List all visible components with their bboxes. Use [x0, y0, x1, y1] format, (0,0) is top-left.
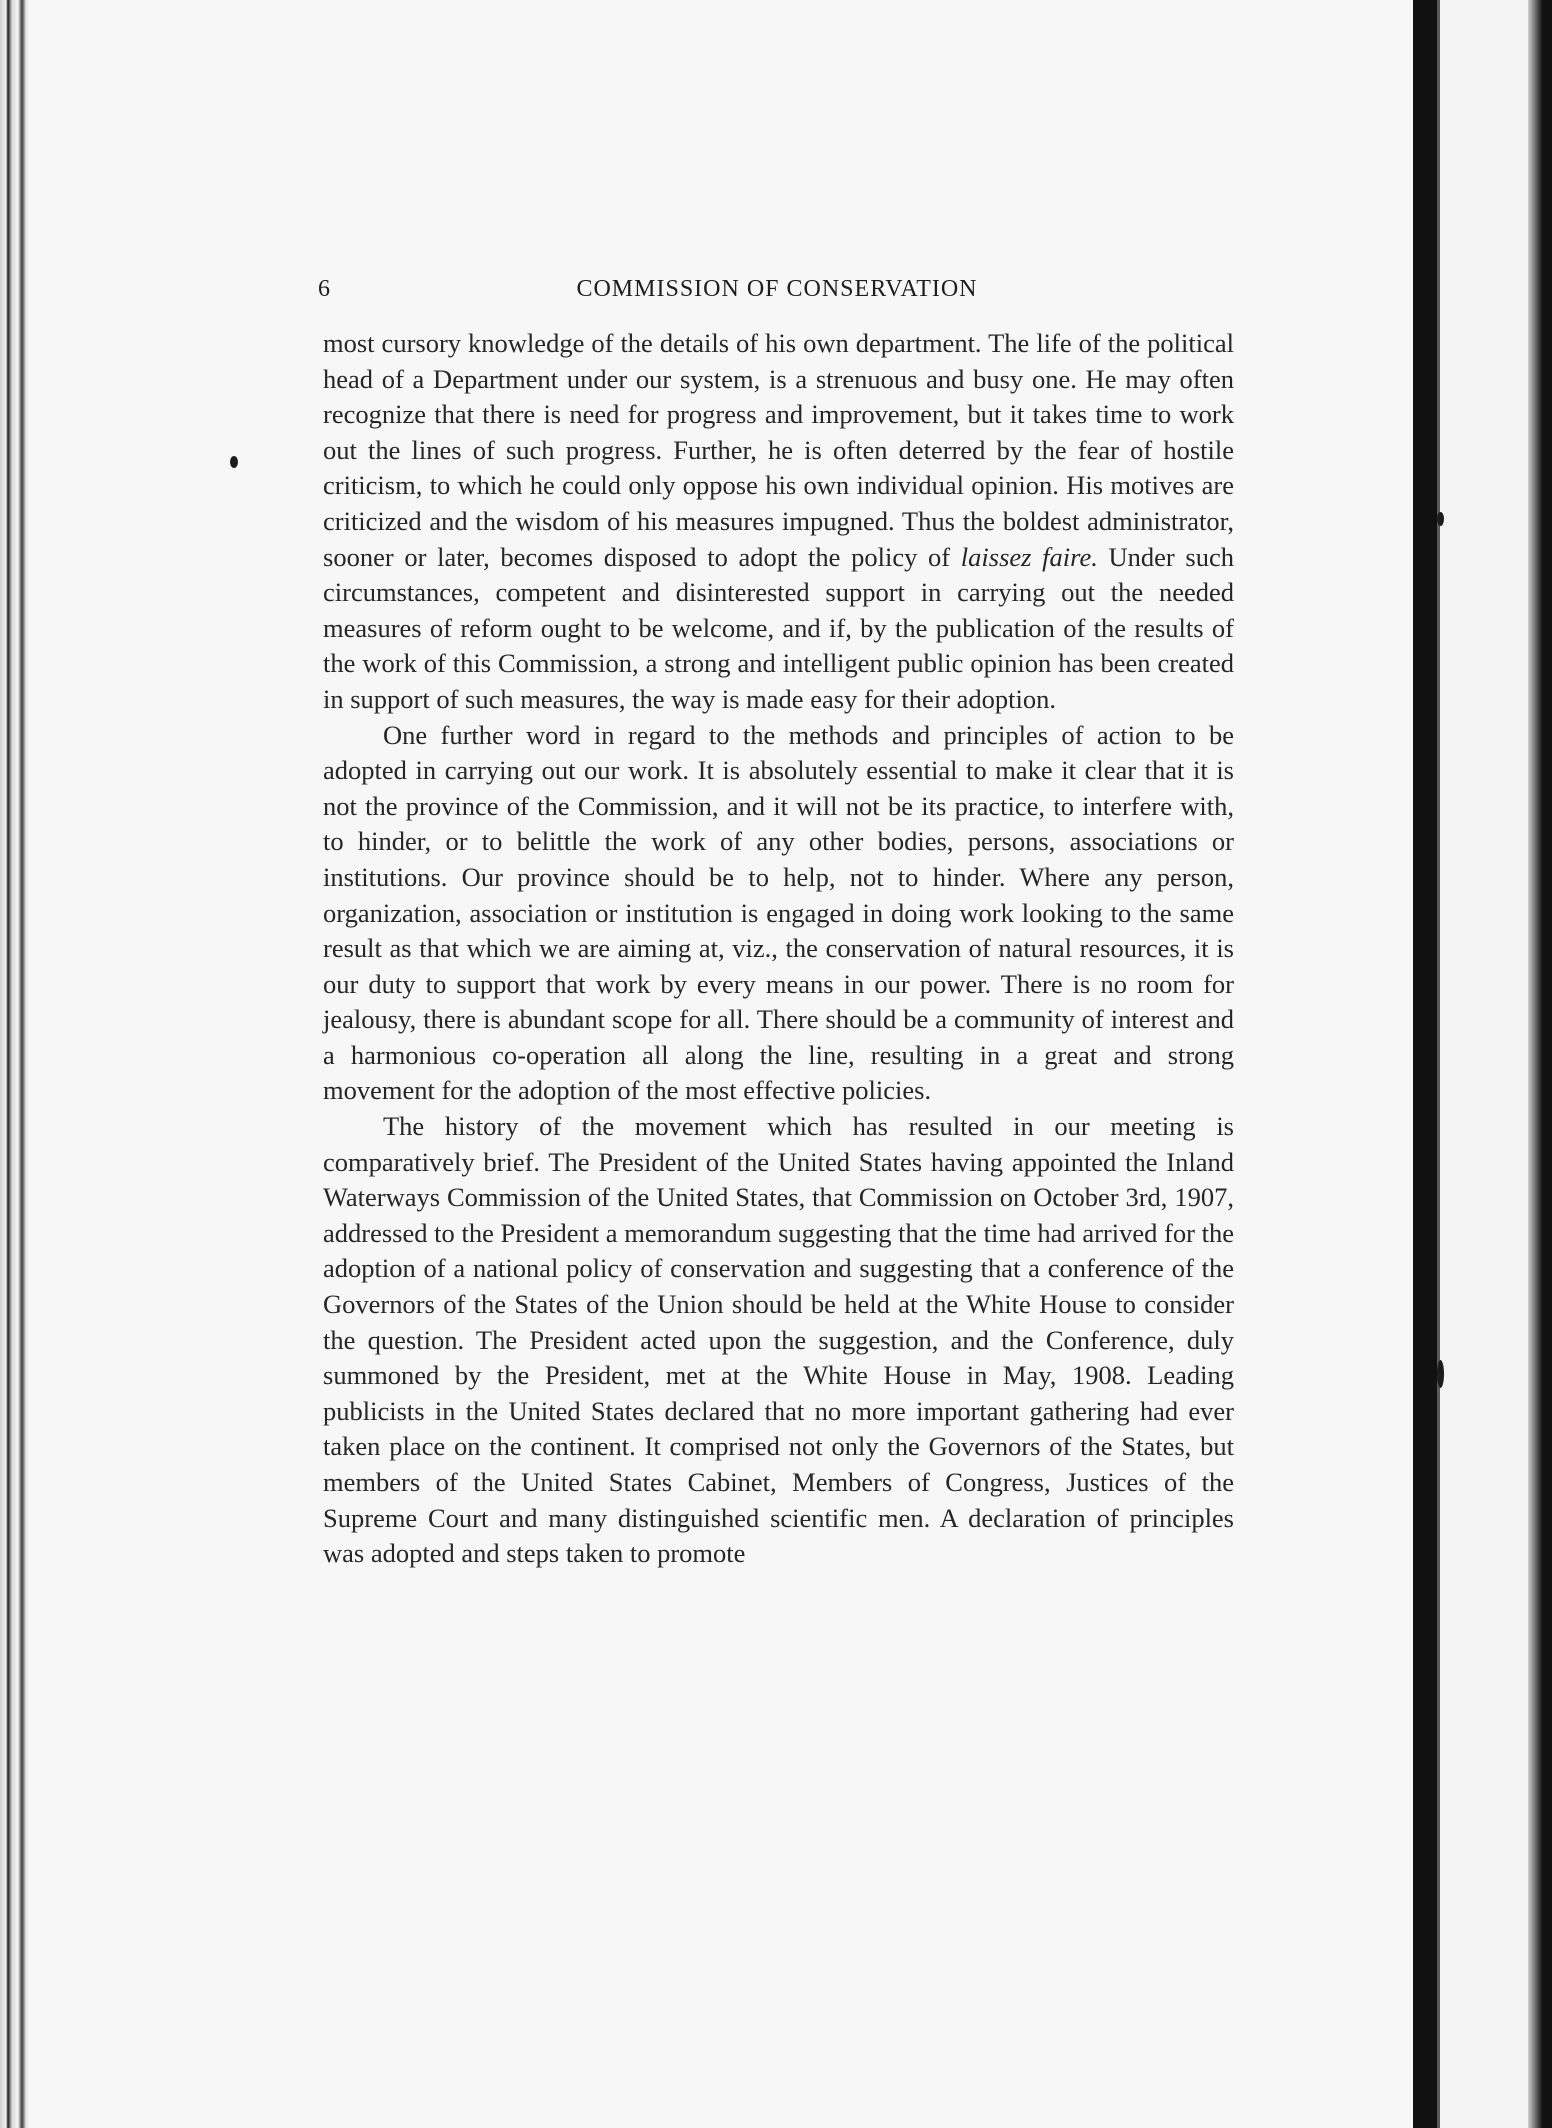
running-title: COMMISSION OF CONSERVATION [576, 276, 978, 302]
ink-speck [230, 456, 238, 468]
italic-phrase: laissez faire. [960, 541, 1098, 572]
book-gutter [1413, 0, 1437, 2128]
running-head [318, 276, 1236, 310]
ink-speck [1437, 512, 1444, 526]
page-number: 6 [318, 276, 331, 302]
paragraph: One further word in regard to the methods and principles of action to be adopted in carrying out our work. It is absolutely essential to make it clear that it is not the province of the Commission, and it will not be its practice, to interfere with, to hinder, or to belittle the work of any other bodies, persons, associations or institutions. Our province should be to help, not to hinder. Where any person, organization, association or institution is engaged in doing work looking to the same result as that which we are aiming at, viz., the conservation of natural resources, it is our duty to support that work by every means in our power. There is no room for jealousy, there is abundant scope for all. There should be a community of interest and a harmonious co-operation all along the line, resulting in a great and strong movement for the adoption of the most effective policies. [323, 719, 1234, 1106]
scan-right-border [1528, 0, 1552, 2128]
page-left-edge [0, 0, 28, 2128]
paragraph-continued [323, 326, 1234, 718]
paragraph-1-start: most cursory knowledge of the details of his own department. The life of the political head of a Department under our system, is a strenuous and busy one. He may often recognize that there is need for progress and improvement, but it takes time to work out the lines of such progress. Further, he is often deterred by the fear of hostile criticism, to which he could only oppose his own individual opinion. His motives are criticized and the wisdom of his measures impugned. Thus the boldest administrator, sooner or later, becomes disposed to adopt the policy of [323, 328, 1234, 572]
body-text [323, 326, 1234, 1572]
paragraph: The history of the movement which has resulted in our meeting is comparatively brief. The President of the United States having appointed the Inland Waterways Commission of the United States, that Commission on October 3rd, 1907, addressed to the President a memorandum suggesting that the time had arrived for the adoption of a national policy of conservation and suggesting that a conference of the Governors of the States of the Union should be held at the White House to consider the question. The President acted upon the suggestion, and the Conference, duly summoned by the President, met at the White House in May, 1908. Leading publicists in the United States declared that no more important gathering had ever taken place on the continent. It comprised not only the Governors of the States, but members of the United States Cabinet, Members of Congress, Justices of the Supreme Court and many distinguished scientific men. A declaration of principles was adopted and steps taken to promote [323, 1111, 1234, 1569]
paragraph-1-end: Under such circumstances, competent and disinterested support in carrying out the needed measures of reform ought to be welcome, and if, by the publication of the results of the work of this Commission, a strong and intelligent public opinion has been created in support of such measures, the way is made easy for their adoption. [323, 541, 1235, 714]
ink-speck [1437, 1360, 1444, 1388]
